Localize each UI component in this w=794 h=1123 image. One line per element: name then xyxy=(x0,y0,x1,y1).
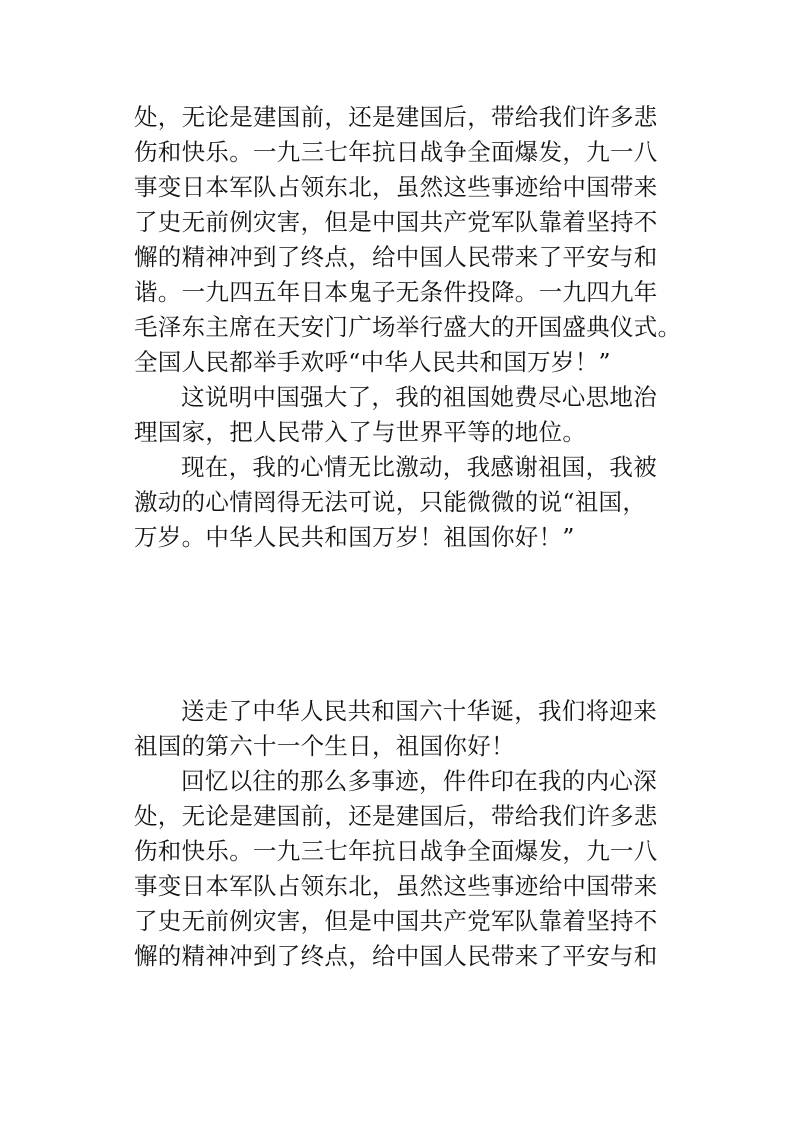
text-line: 处，无论是建国前，还是建国后，带给我们许多悲 xyxy=(134,103,658,131)
text-line: 懈的精神冲到了终点，给中国人民带来了平安与和 xyxy=(134,243,658,271)
paragraph-start-line: 回忆以往的那么多事迹，件件印在我的内心深 xyxy=(181,767,657,795)
text-line: 毛泽东主席在天安门广场举行盛大的开国盛典仪式。 xyxy=(134,313,682,341)
text-line: 处，无论是建国前，还是建国后，带给我们许多悲 xyxy=(134,802,658,830)
text-line: 理国家，把人民带入了与世界平等的地位。 xyxy=(134,418,587,446)
text-line: 万岁。中华人民共和国万岁！祖国你好！” xyxy=(134,523,575,551)
text-line: 激动的心情罔得无法可说，只能微微的说“祖国， xyxy=(134,488,647,516)
text-line: 伤和快乐。一九三七年抗日战争全面爆发，九一八 xyxy=(134,138,658,166)
text-line: 祖国的第六十一个生日，祖国你好！ xyxy=(134,732,515,760)
text-line: 了史无前例灾害，但是中国共产党军队靠着坚持不 xyxy=(134,208,658,236)
text-block-top xyxy=(134,100,682,555)
paragraph-start-line: 送走了中华人民共和国六十华诞，我们将迎来 xyxy=(181,697,657,725)
text-line: 懈的精神冲到了终点，给中国人民带来了平安与和 xyxy=(134,942,658,970)
text-line: 了史无前例灾害，但是中国共产党军队靠着坚持不 xyxy=(134,907,658,935)
text-block-bottom xyxy=(134,694,674,974)
paragraph-start-line: 这说明中国强大了，我的祖国她费尽心思地治 xyxy=(181,383,657,411)
paragraph-start-line: 现在，我的心情无比激动，我感谢祖国，我被 xyxy=(181,453,657,481)
text-line: 伤和快乐。一九三七年抗日战争全面爆发，九一八 xyxy=(134,837,658,865)
text-line: 全国人民都举手欢呼“中华人民共和国万岁！” xyxy=(134,348,611,376)
text-line: 事变日本军队占领东北，虽然这些事迹给中国带来 xyxy=(134,173,658,201)
text-line: 事变日本军队占领东北，虽然这些事迹给中国带来 xyxy=(134,872,658,900)
text-line: 谐。一九四五年日本鬼子无条件投降。一九四九年 xyxy=(134,278,658,306)
